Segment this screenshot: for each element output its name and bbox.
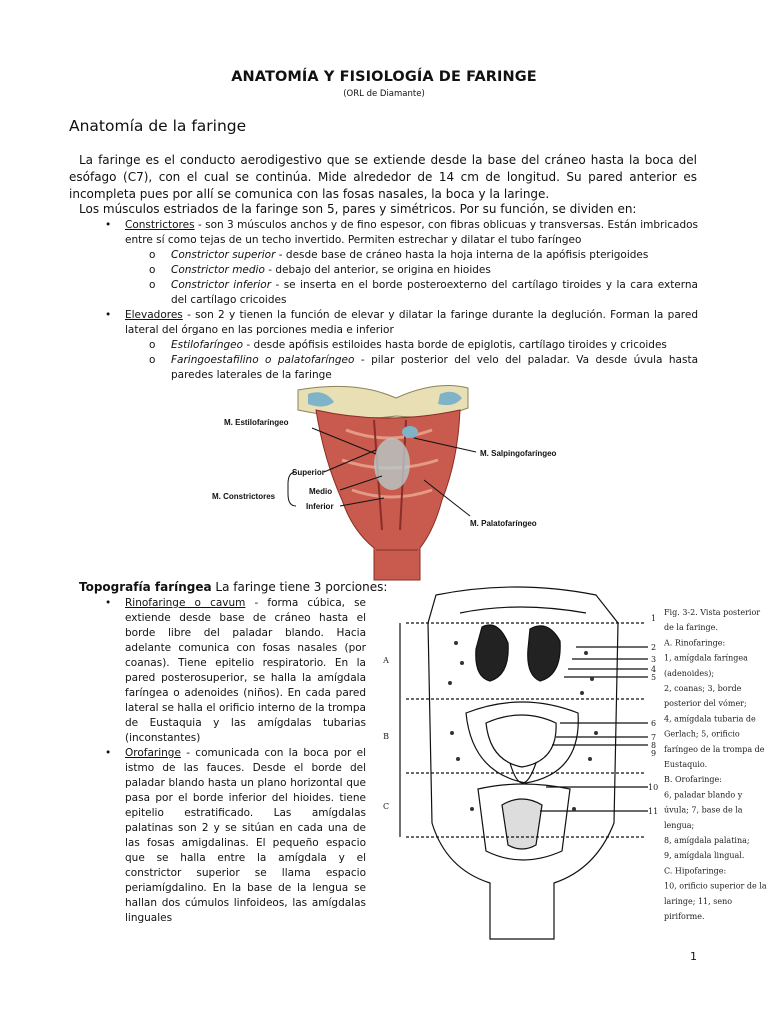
page-number: 1	[690, 950, 697, 963]
list-item-constrictores	[125, 218, 698, 308]
text-orofaringe: - comunicada con la boca por el istmo de las fauces. Desde el borde del paladar blando hasta un plano horizontal que pasa por el borde inferior del hioides. tiene epitelio estratificado. Las amígdalas palatinas son 2 y se sitúan en cada una de las fosas amigdalinas. El pequeño espacio que se halla entre la amígdala y el constrictor superior se llama espacio periamígdalino. En la base de la lengua se hallan dos cúmulos linfoideos, las amígdalas linguales	[125, 747, 366, 924]
fig2-caption-line: A. Rinofaringe:	[664, 638, 726, 648]
label-inferior: Inferior	[306, 502, 334, 511]
list-item-constrictor-inferior	[125, 278, 698, 308]
text-palatofaringeo: - pilar posterior del velo del paladar. Va desde úvula hasta paredes laterales de la faringe	[171, 354, 699, 381]
fig2-caption-line: piriforme.	[664, 912, 705, 921]
region-b: B	[383, 732, 389, 741]
fig2-caption-line: úvula; 7, base de la	[664, 805, 743, 815]
term-elevadores: Elevadores	[125, 309, 183, 321]
term-estilofaringeo: Estilofaríngeo	[171, 339, 244, 351]
label-constrictores: M. Constrictores	[212, 492, 276, 501]
fig2-caption-line: lengua;	[664, 820, 695, 830]
region-c: C	[382, 802, 390, 811]
term-orofaringe: Orofaringe	[125, 747, 181, 759]
list-item-constrictor-superior	[125, 248, 698, 263]
topografia-intro: La faringe tiene 3 porciones:	[211, 580, 388, 594]
fig2-number-9: 9	[651, 749, 657, 758]
fig2-number-10: 10	[648, 783, 659, 792]
topografia-heading-line	[79, 580, 387, 594]
list-item-palatofaringeo	[125, 353, 698, 383]
label-superior: Superior	[292, 468, 325, 477]
text-elevadores: - son 2 y tienen la función de elevar y dilatar la faringe durante la deglución. Forman la pared lateral del órgano en las porciones media e inferior	[125, 309, 698, 336]
text-constrictor-medio: - debajo del anterior, se origina en hioides	[264, 264, 491, 276]
term-constrictor-inferior: Constrictor inferior	[171, 279, 272, 291]
text-rinofaringe: - forma cúbica, se extiende desde base de cráneo hasta el borde libre del paladar blando. Hacia adelante comunica con fosas nasales (por coanas). Tiene epitelio respiratorio. En la pared posterosuperior, se halla la amígdala faríngea o adenoides (niños). En cada pared lateral se halla el orificio interno de la trompa de Eustaquia y las amígdalas tubarias (inconstantes)	[125, 597, 367, 744]
list-item-rinofaringe	[125, 596, 366, 746]
label-estilofaringeo: M. Estilofaríngeo	[224, 418, 289, 427]
fig2-caption-line: 4, amígdala tubaria de	[664, 714, 756, 724]
term-constrictor-superior: Constrictor superior	[171, 249, 276, 261]
fig2-number-7: 7	[651, 733, 657, 742]
fig2-caption-line: 8, amígdala palatina;	[664, 836, 750, 845]
document-title: ANATOMÍA Y FISIOLOGÍA DE FARINGE	[231, 69, 537, 85]
term-constrictores: Constrictores	[125, 219, 195, 231]
fig2-caption-line: (adenoides);	[664, 668, 715, 678]
pharynx-muscles-figure	[206, 380, 578, 580]
fig2-caption-line: Gerlach; 5, orificio	[664, 729, 740, 739]
list-item-constrictor-medio	[125, 263, 698, 278]
fig2-caption-line: Fig. 3-2. Vista posterior	[664, 608, 761, 617]
topografia-heading: Topografía faríngea	[79, 580, 212, 594]
text-constrictores: - son 3 músculos anchos y de fino espesor, con fibras oblicuas y transversas. Están imbricados entre sí como tejas de un techo invertido. Permiten estrechar y dilatar el tubo faríngeo	[125, 219, 698, 246]
elevadores-list	[125, 308, 698, 383]
fig2-number-5: 5	[651, 673, 657, 682]
label-palatofaringeo: M. Palatofaríngeo	[470, 519, 537, 528]
text-estilofaringeo: - desde apófisis estiloides hasta borde de epiglotis, cartílago tiroides y cricoides	[243, 339, 667, 351]
fig2-caption-line: 2, coanas; 3, borde	[664, 684, 742, 693]
fig2-number-4: 4	[651, 665, 657, 674]
section-heading: Anatomía de la faringe	[69, 117, 247, 135]
term-constrictor-medio: Constrictor medio	[171, 264, 265, 276]
elevadores-sublist	[125, 338, 698, 383]
fig2-caption-line: posterior del vómer;	[664, 699, 747, 709]
fig2-caption-line: laringe; 11, seno	[664, 896, 733, 906]
fig2-caption-line: de la faringe.	[664, 623, 718, 633]
label-salpingofaringeo: M. Salpingofaríngeo	[480, 449, 557, 458]
fig2-caption	[663, 608, 767, 921]
fig2-caption-line: 9, amígdala lingual.	[664, 851, 745, 861]
constrictores-sublist	[125, 248, 698, 308]
text-constrictor-superior: - desde base de cráneo hasta la hoja interna de la apófisis pterigoides	[275, 249, 649, 261]
fig2-number-2: 2	[651, 643, 657, 652]
fig2-caption-line: 1, amígdala faríngea	[664, 653, 748, 663]
fig2-caption-line: 6, paladar blando y	[664, 790, 743, 800]
fig2-number-3: 3	[651, 655, 657, 664]
fig2-caption-line: faríngeo de la trompa de	[664, 744, 765, 754]
list-item-estilofaringeo	[125, 338, 698, 353]
constrictores-list	[125, 218, 698, 308]
fig2-caption-line: 10, orificio superior de la	[664, 881, 767, 891]
fig2-number-11: 11	[648, 807, 659, 816]
label-medio: Medio	[309, 487, 333, 496]
fig2-number-6: 6	[651, 719, 657, 728]
fig2-number-1: 1	[651, 614, 657, 623]
document-subtitle: (ORL de Diamante)	[343, 89, 425, 99]
fig2-caption-line: B. Orofaringe:	[664, 775, 722, 785]
fig2-caption-line: Eustaquio.	[664, 760, 708, 769]
term-palatofaringeo: Faringoestafilino o palatofaríngeo	[171, 354, 355, 366]
muscles-intro-paragraph: Los músculos estriados de la faringe son 5, pares y simétricos. Por su función, se dividen en:	[79, 202, 637, 216]
text-constrictor-inferior: - se inserta en el borde posteroexterno del cartílago tiroides y la cara externa del cartílago cricoides	[171, 279, 698, 306]
topografia-list	[125, 596, 366, 926]
list-item-orofaringe	[125, 746, 366, 926]
list-item-elevadores	[125, 308, 698, 383]
intro-paragraph: La faringe es el conducto aerodigestivo que se extiende desde la base del cráneo hasta la boca del esófago (C7), con el cual se continúa. Mide alrededor de 14 cm de longitud. Su pared anterior es incompleta pues por allí se comunica con las fosas nasales, la boca y la laringe.	[69, 153, 697, 201]
term-rinofaringe: Rinofaringe o cavum	[125, 597, 246, 609]
fig2-caption-line: C. Hipofaringe:	[664, 866, 727, 876]
pharynx-posterior-view-figure	[382, 583, 767, 943]
region-a: A	[383, 656, 389, 665]
fig2-number-8: 8	[651, 741, 657, 750]
